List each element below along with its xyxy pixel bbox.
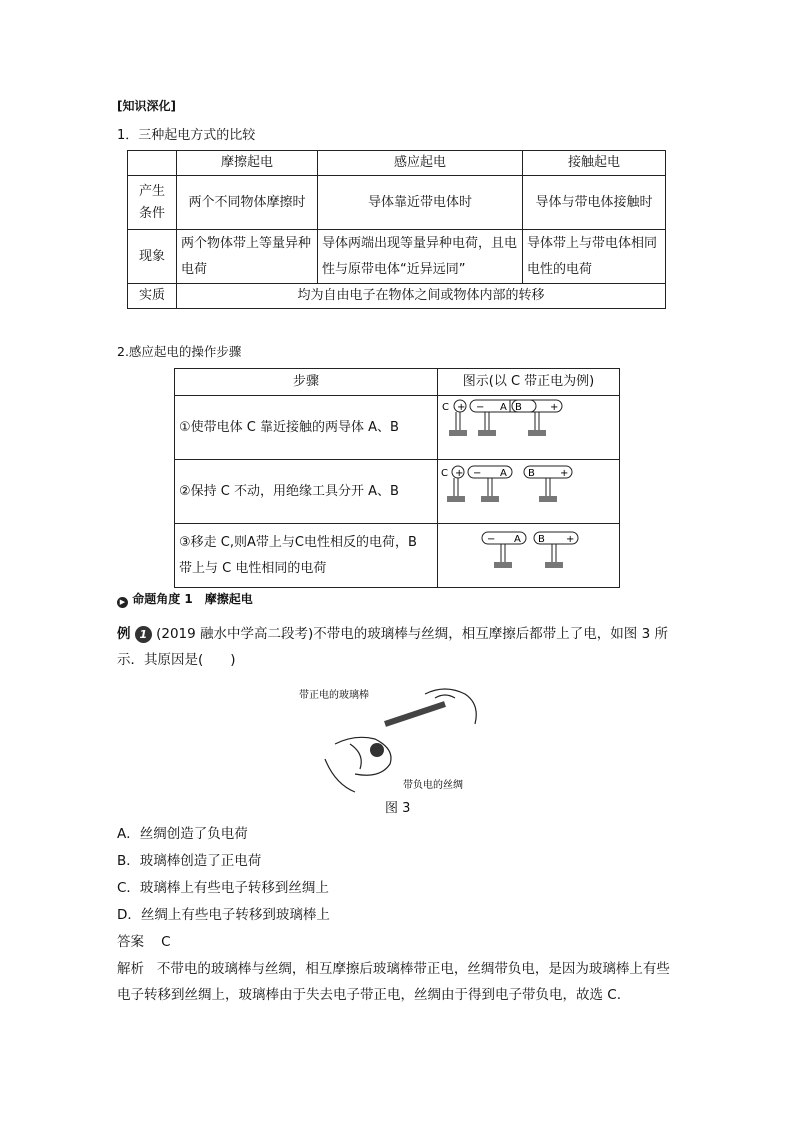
figure-cell xyxy=(438,396,620,460)
table-row xyxy=(175,524,620,588)
table-cell: 导体两端出现等量异种电荷，且电性与原带电体“近异远同” xyxy=(318,230,523,284)
angle-heading xyxy=(117,590,253,608)
step-text: ②保持 C 不动，用绝缘工具分开 A、B xyxy=(175,460,438,524)
label-b: B xyxy=(515,402,522,413)
example-block xyxy=(117,621,677,673)
example-text: (2019 融水中学高二段考)不带电的玻璃棒与丝绸，相互摩擦后都带上了电，如图 3 所示．其原因是( ) xyxy=(117,626,668,668)
label-a: A xyxy=(514,534,521,545)
answer-label: 答案 xyxy=(117,934,144,950)
item2-title: 2.感应起电的操作步骤 xyxy=(117,344,242,359)
table-cell: 步骤 xyxy=(175,369,438,396)
table-cell: 均为自由电子在物体之间或物体内部的转移 xyxy=(177,284,666,309)
label-c: C xyxy=(441,468,448,479)
minus-sign: − xyxy=(473,468,482,479)
plus-sign: + xyxy=(457,402,466,413)
table-header-row xyxy=(175,369,620,396)
table-cell: 现象 xyxy=(128,230,177,284)
table-cell: 导体靠近带电体时 xyxy=(318,176,523,230)
step2-figure xyxy=(438,460,618,514)
figure-caption: 图 3 xyxy=(385,801,411,816)
section-title: [知识深化] xyxy=(117,99,176,113)
table-cell: 摩擦起电 xyxy=(177,151,318,176)
figure-cell xyxy=(438,460,620,524)
table-cell: 接触起电 xyxy=(523,151,666,176)
rod-label: 带正电的玻璃棒 xyxy=(299,690,369,701)
table-cell: 产生 条件 xyxy=(128,176,177,230)
minus-sign: − xyxy=(476,402,485,413)
example-number-badge: 1 xyxy=(135,626,152,643)
table-row xyxy=(128,176,666,230)
table-cell xyxy=(128,151,177,176)
table-row xyxy=(128,284,666,309)
step3-figure xyxy=(438,524,618,578)
minus-sign: − xyxy=(487,534,496,545)
table-cell: 两个物体带上等量异种电荷 xyxy=(177,230,318,284)
step-text: ①使带电体 C 靠近接触的两导体 A、B xyxy=(175,396,438,460)
table-row xyxy=(128,230,666,284)
play-circle-icon: ▶ xyxy=(117,597,128,608)
label-a: A xyxy=(500,468,507,479)
rubbing-figure xyxy=(295,684,495,794)
analysis-text: 不带电的玻璃棒与丝绸，相互摩擦后玻璃棒带正电，丝绸带负电，是因为玻璃棒上有些电子转移到丝绸上，玻璃棒由于失去电子带正电，丝绸由于得到电子带负电，故选 C. xyxy=(117,961,670,1003)
table-cell: 感应起电 xyxy=(318,151,523,176)
table-cell: 实质 xyxy=(128,284,177,309)
table-cell: 两个不同物体摩擦时 xyxy=(177,176,318,230)
table-row xyxy=(175,460,620,524)
figure-cell xyxy=(438,524,620,588)
comparison-table xyxy=(127,150,666,309)
answer-line xyxy=(117,930,171,950)
plus-sign: + xyxy=(550,402,559,413)
item1-title: 1．三种起电方式的比较 xyxy=(117,128,256,143)
option-d: D．丝绸上有些电子转移到玻璃棒上 xyxy=(117,907,330,923)
table-cell: 图示(以 C 带正电为例) xyxy=(438,369,620,396)
option-a: A．丝绸创造了负电荷 xyxy=(117,826,248,842)
label-b: B xyxy=(538,534,545,545)
label-a: A xyxy=(500,402,507,413)
label-b: B xyxy=(528,468,535,479)
angle-text: 命题角度 1 摩擦起电 xyxy=(132,592,253,606)
analysis-label: 解析 xyxy=(117,961,144,977)
steps-table xyxy=(174,368,620,588)
step-text: ③移走 C,则A带上与C电性相反的电荷，B 带上与 C 电性相同的电荷 xyxy=(175,524,438,588)
silk-label: 带负电的丝绸 xyxy=(403,780,463,791)
analysis-block xyxy=(117,956,677,1008)
table-row xyxy=(175,396,620,460)
answer-value: C xyxy=(161,934,171,950)
table-cell: 导体带上与带电体相同电性的电荷 xyxy=(523,230,666,284)
option-b: B．玻璃棒创造了正电荷 xyxy=(117,853,262,869)
plus-sign: + xyxy=(455,468,464,479)
table-cell: 导体与带电体接触时 xyxy=(523,176,666,230)
label-c: C xyxy=(442,402,449,413)
plus-sign: + xyxy=(560,468,569,479)
step1-figure xyxy=(438,396,618,450)
option-c: C．玻璃棒上有些电子转移到丝绸上 xyxy=(117,880,329,896)
table-header-row xyxy=(128,151,666,176)
example-label: 例 xyxy=(117,626,131,642)
plus-sign: + xyxy=(566,534,575,545)
